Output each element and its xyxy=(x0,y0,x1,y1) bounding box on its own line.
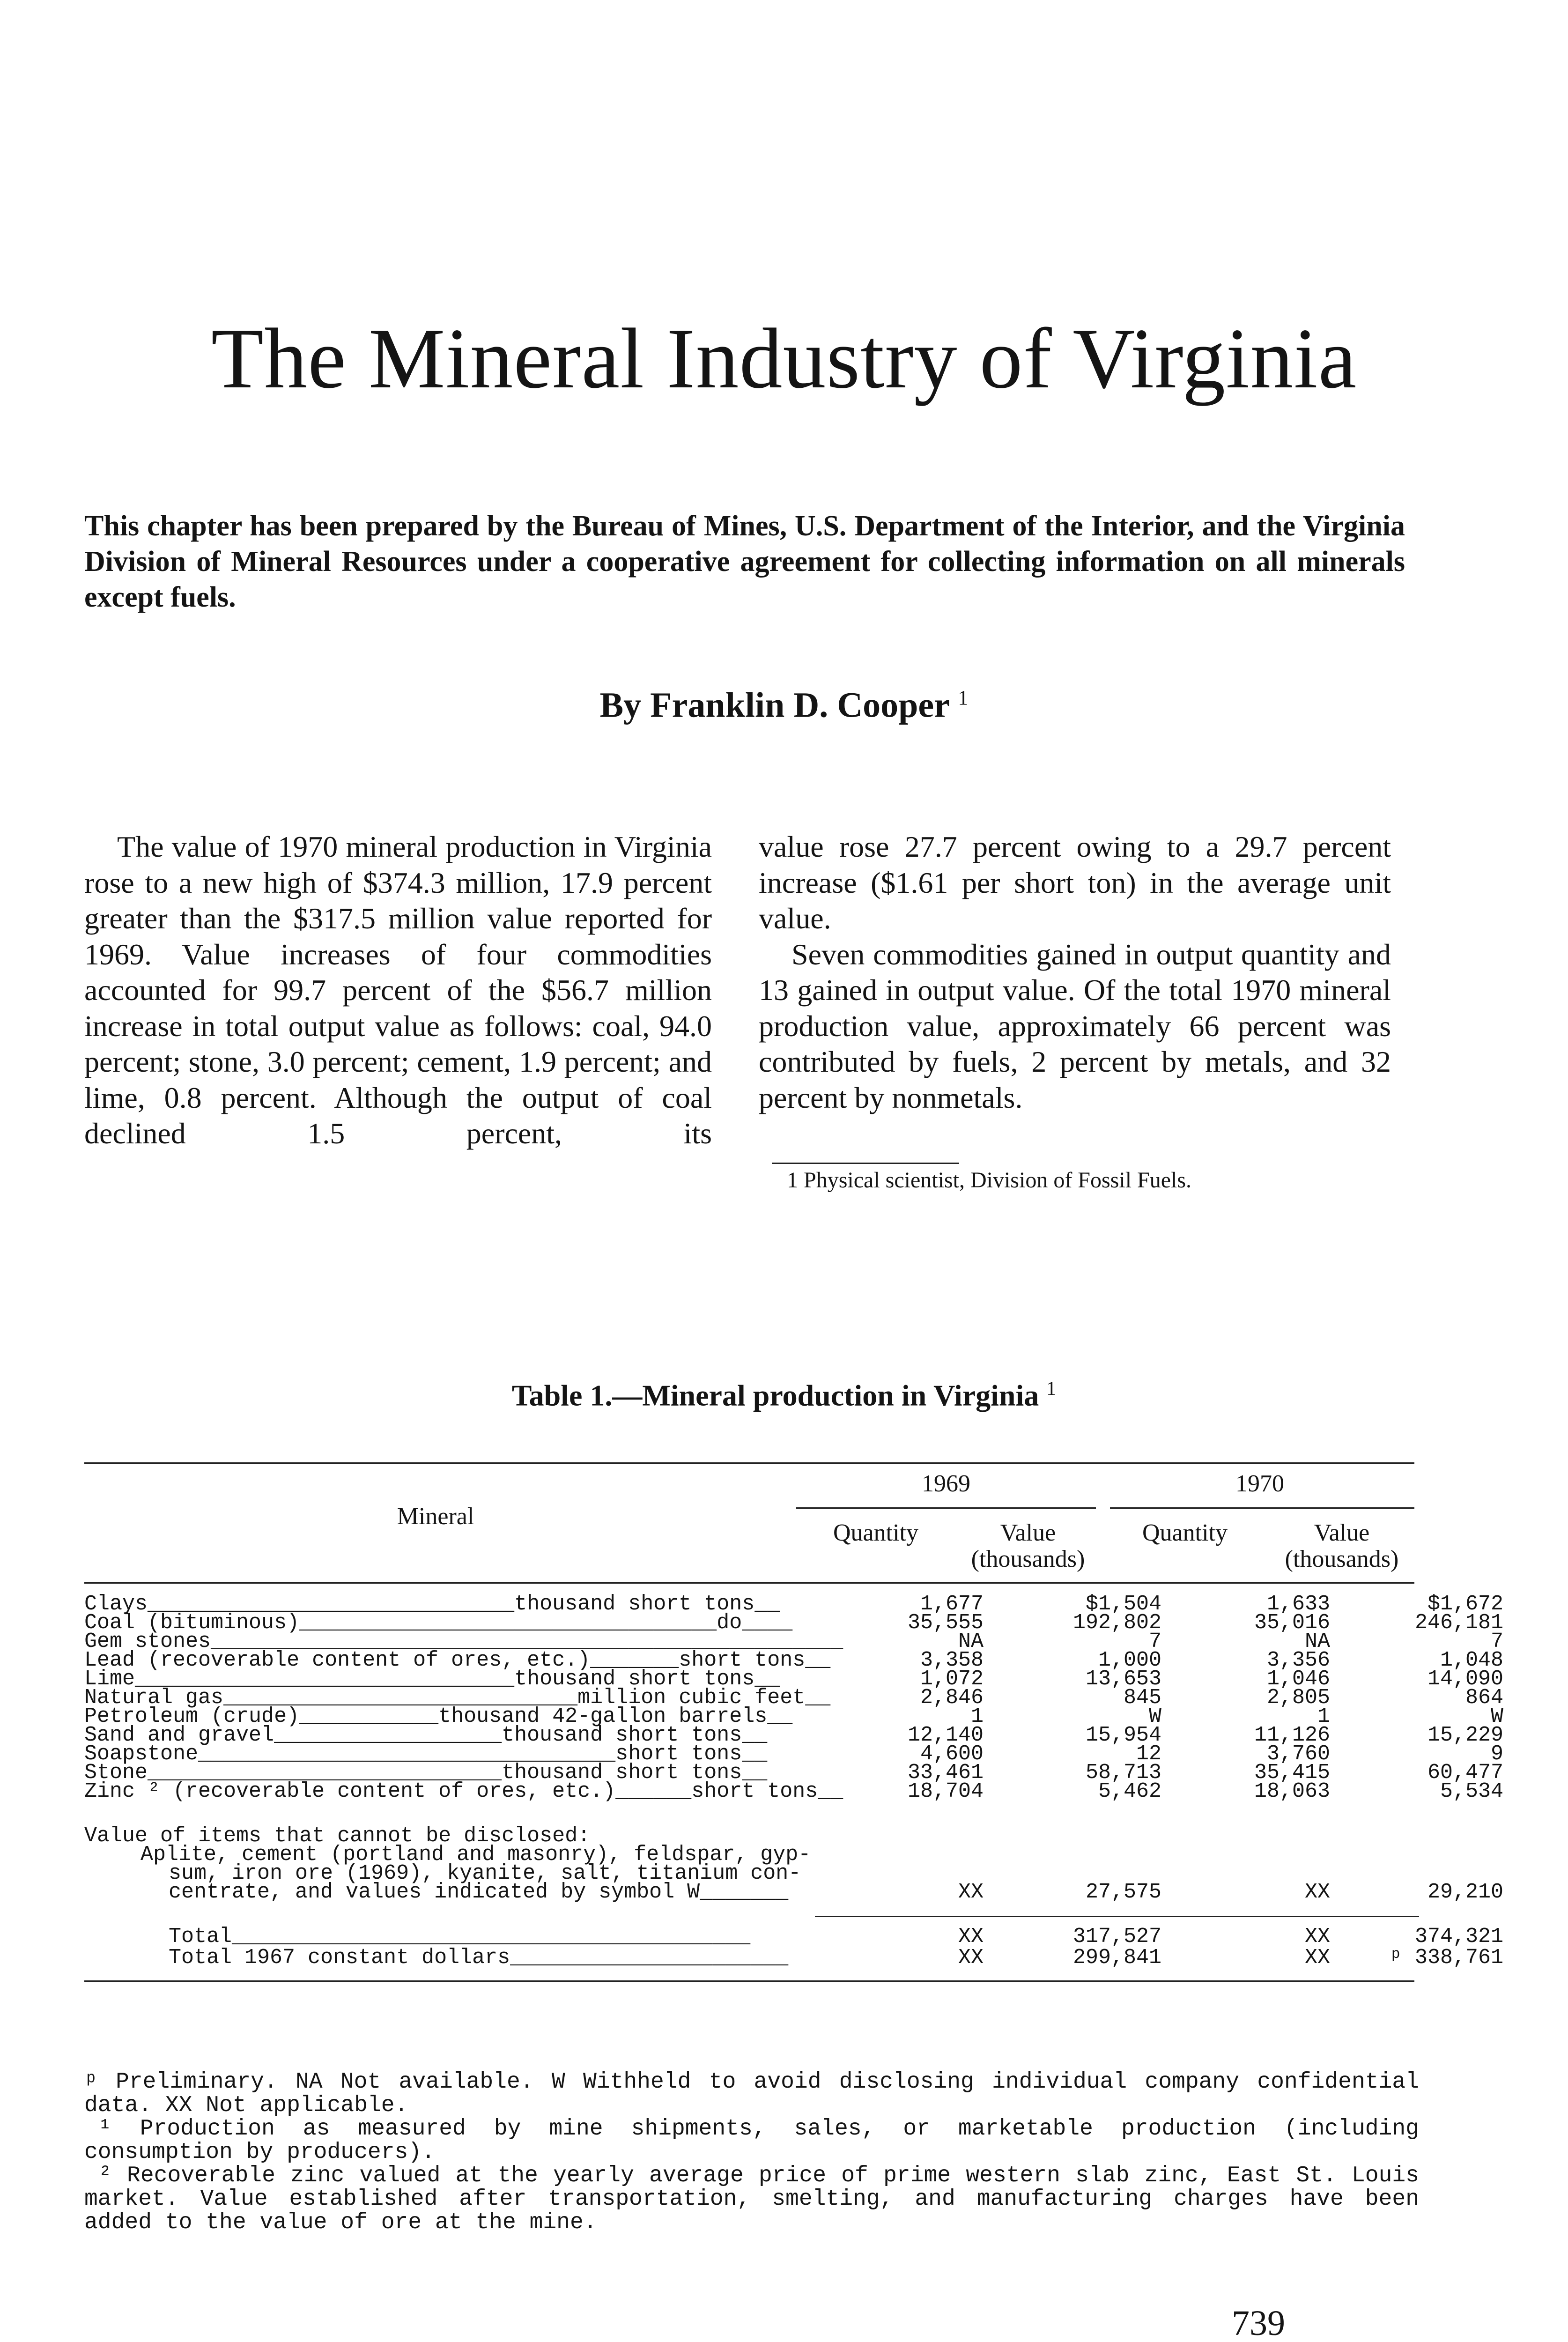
cell-value-1969: 192,802 xyxy=(1072,1611,1161,1635)
cell-value-1969: 317,527 xyxy=(1072,1925,1161,1949)
cell-quantity-1969: 1,072 xyxy=(920,1667,984,1691)
cell-quantity-1969: 1 xyxy=(970,1705,984,1728)
cell-quantity-1969: XX xyxy=(958,1925,984,1949)
cell-value-1970: ᵖ 338,761 xyxy=(1389,1946,1503,1970)
cell-value-1970: 14,090 xyxy=(1427,1667,1503,1691)
chapter-intro: This chapter has been prepared by the Bureau of Mines, U.S. Department of the Interior, and the Virginia Division of Mineral Resources under a cooperative agreement for collecting information on all minerals except fuels. xyxy=(84,510,1405,613)
cell-quantity-1969: XX xyxy=(958,1880,984,1904)
cell-quantity-1970: XX xyxy=(1304,1946,1330,1970)
table-notes xyxy=(84,2070,1419,2234)
cell-mineral: Gem stones__________________________________________________ xyxy=(84,1630,843,1653)
cell-quantity-1970: 1 xyxy=(1317,1705,1330,1728)
cell-mineral: Stone____________________________thousand short tons__ xyxy=(84,1761,768,1785)
cell-mineral: Petroleum (crude)___________thousand 42-gallon barrels__ xyxy=(84,1705,793,1728)
cell-value-1969: 1,000 xyxy=(1098,1648,1161,1672)
cell-mineral: Lead (recoverable content of ores, etc.)_______short tons__ xyxy=(84,1648,831,1672)
cell-mineral: Zinc ² (recoverable content of ores, etc.)______short tons__ xyxy=(84,1779,843,1803)
cell-quantity-1970: 18,063 xyxy=(1254,1779,1330,1803)
header-value-1969-line1: Value xyxy=(1000,1519,1056,1546)
cell-value-1969: $1,504 xyxy=(1085,1592,1161,1616)
header-mineral: Mineral xyxy=(397,1503,474,1530)
cell-value-1969: 7 xyxy=(1148,1630,1161,1653)
cell-quantity-1969: NA xyxy=(958,1630,984,1653)
cell-value-1970: 15,229 xyxy=(1427,1723,1503,1747)
cell-value-1970: $1,672 xyxy=(1427,1592,1503,1616)
cell-quantity-1970: 2,805 xyxy=(1266,1686,1330,1710)
undisclosed-line-2: sum, iron ore (1969), kyanite, salt, titanium con- xyxy=(169,1861,801,1885)
total-rule xyxy=(815,1916,1419,1917)
page-number: 739 xyxy=(1232,2304,1285,2342)
cell-quantity-1970: XX xyxy=(1304,1925,1330,1949)
cell-quantity-1969: 12,140 xyxy=(907,1723,984,1747)
body-paragraph-1-part-a: The value of 1970 mineral production in Virginia rose to a new high of $374.3 million, 17.9 percent greater than the $317.5 million value reported for 1969. Value increases of four commodities accounted for 99.7 percent of the $56.7 million increase in total output value as follows: coal, 94.0 percent; stone, 3.0 percent; cement, 1.9 percent; and lime, 0.8 percent. Although the output of coal declined 1.5 percent, its xyxy=(84,830,712,1150)
table-row xyxy=(84,1779,1503,1803)
cell-value-1969: 845 xyxy=(1123,1686,1161,1710)
undisclosed-line-3: centrate, and values indicated by symbol W_______ xyxy=(169,1880,789,1904)
header-quantity-1970: Quantity xyxy=(1142,1519,1228,1546)
cell-quantity-1969: 33,461 xyxy=(907,1761,984,1785)
total-label: Total_________________________________________ xyxy=(169,1925,751,1949)
cell-quantity-1970: 3,760 xyxy=(1266,1742,1330,1766)
author-footnote-mark: 1 xyxy=(958,686,969,709)
author-footnote: 1 Physical scientist, Division of Fossil Fuels. xyxy=(787,1168,1192,1193)
cell-mineral: Coal (bituminous)_________________________________do____ xyxy=(84,1611,793,1635)
cell-quantity-1970: XX xyxy=(1304,1880,1330,1904)
header-value-1970-line2: (thousands) xyxy=(1285,1546,1399,1572)
table-row-total-constant xyxy=(84,1946,1503,1970)
cell-quantity-1970: NA xyxy=(1304,1630,1330,1653)
undisclosed-heading: Value of items that cannot be disclosed: xyxy=(84,1824,591,1848)
header-value-1970 xyxy=(1265,1520,1419,1572)
body-column-right xyxy=(759,829,1391,1116)
cell-quantity-1970: 1,633 xyxy=(1266,1592,1330,1616)
cell-value-1969: 13,653 xyxy=(1085,1667,1161,1691)
cell-value-1970: 60,477 xyxy=(1427,1761,1503,1785)
cell-value-1969: 5,462 xyxy=(1098,1779,1161,1803)
table-legend: ᵖ Preliminary. NA Not available. W Withheld to avoid disclosing individual company confidential data. XX Not applicable. xyxy=(84,2069,1419,2118)
cell-quantity-1969: 35,555 xyxy=(907,1611,984,1635)
cell-quantity-1970: 35,016 xyxy=(1254,1611,1330,1635)
byline xyxy=(0,677,1568,726)
chapter-title: The Mineral Industry of Virginia xyxy=(211,311,1357,406)
cell-quantity-1970: 35,415 xyxy=(1254,1761,1330,1785)
table-footnote-2: ² Recoverable zinc valued at the yearly average price of prime western slab zinc, East St. Louis market. Value established after transportation, smelting, and manufacturing charges have been added to the value of ore at the mine. xyxy=(84,2163,1419,2235)
header-bottom-rule xyxy=(84,1582,1414,1584)
table-row-total xyxy=(84,1925,1503,1949)
cell-quantity-1969: XX xyxy=(958,1946,984,1970)
table-top-rule xyxy=(84,1462,1414,1464)
cell-value-1970: 9 xyxy=(1490,1742,1503,1766)
author-name: By Franklin D. Cooper xyxy=(599,685,949,725)
cell-value-1969: 27,575 xyxy=(1085,1880,1161,1904)
cell-quantity-1970: 3,356 xyxy=(1266,1648,1330,1672)
cell-quantity-1969: 2,846 xyxy=(920,1686,984,1710)
header-year-1970: 1970 xyxy=(1235,1470,1284,1497)
cell-value-1969: 15,954 xyxy=(1085,1723,1161,1747)
cell-mineral: Clays_____________________________thousand short tons__ xyxy=(84,1592,780,1616)
cell-value-1970: 29,210 xyxy=(1427,1880,1503,1904)
cell-value-1970: 5,534 xyxy=(1440,1779,1503,1803)
cell-value-1969: 58,713 xyxy=(1085,1761,1161,1785)
header-value-1969-line2: (thousands) xyxy=(971,1546,1085,1572)
cell-mineral: Sand and gravel__________________thousand short tons__ xyxy=(84,1723,768,1747)
cell-quantity-1970: 1,046 xyxy=(1266,1667,1330,1691)
undisclosed-line-1: Aplite, cement (portland and masonry), feldspar, gyp- xyxy=(141,1843,811,1867)
header-quantity-1969: Quantity xyxy=(833,1519,918,1546)
header-rule-1970 xyxy=(1110,1507,1414,1509)
cell-value-1970: 246,181 xyxy=(1414,1611,1503,1635)
cell-mineral: Soapstone_________________________________short tons__ xyxy=(84,1742,768,1766)
cell-value-1970: 7 xyxy=(1490,1630,1503,1653)
table-bottom-rule xyxy=(84,1980,1414,1982)
cell-value-1970: 1,048 xyxy=(1440,1648,1503,1672)
cell-value-1969: W xyxy=(1148,1705,1161,1728)
cell-value-1970: 864 xyxy=(1465,1686,1503,1710)
body-paragraph-2: Seven commodities gained in output quantity and 13 gained in output value. Of the total 1970 mineral production value, approximately 66 percent was contributed by fuels, 2 percent by metals, and 32 percent by nonmetals. xyxy=(759,937,1391,1114)
table-caption xyxy=(0,1370,1568,1414)
cell-value-1969: 299,841 xyxy=(1072,1946,1161,1970)
header-year-1969: 1969 xyxy=(922,1470,970,1497)
table-caption-text: Table 1.—Mineral production in Virginia xyxy=(511,1379,1039,1412)
header-rule-1969 xyxy=(796,1507,1096,1509)
body-paragraph-1-part-b: value rose 27.7 percent owing to a 29.7 percent increase ($1.61 per short ton) in the average unit value. xyxy=(759,830,1391,935)
cell-mineral: Natural gas____________________________million cubic feet__ xyxy=(84,1686,831,1710)
cell-value-1970: 374,321 xyxy=(1414,1925,1503,1949)
cell-quantity-1969: 4,600 xyxy=(920,1742,984,1766)
cell-value-1969: 12 xyxy=(1136,1742,1161,1766)
cell-mineral: Lime______________________________thousand short tons__ xyxy=(84,1667,780,1691)
total-constant-label: Total 1967 constant dollars______________________ xyxy=(169,1946,789,1970)
header-value-1969 xyxy=(955,1520,1101,1572)
body-column-left xyxy=(84,829,712,1152)
table-caption-footnote-mark: 1 xyxy=(1046,1378,1057,1400)
cell-value-1970: W xyxy=(1490,1705,1503,1728)
cell-quantity-1969: 1,677 xyxy=(920,1592,984,1616)
cell-quantity-1970: 11,126 xyxy=(1254,1723,1330,1747)
header-value-1970-line1: Value xyxy=(1314,1519,1370,1546)
cell-quantity-1969: 3,358 xyxy=(920,1648,984,1672)
table-footnote-1: ¹ Production as measured by mine shipments, sales, or marketable production (including consumption by producers). xyxy=(84,2116,1419,2165)
cell-quantity-1969: 18,704 xyxy=(907,1779,984,1803)
footnote-rule xyxy=(772,1163,959,1164)
table-row-undisclosed xyxy=(84,1880,1503,1904)
